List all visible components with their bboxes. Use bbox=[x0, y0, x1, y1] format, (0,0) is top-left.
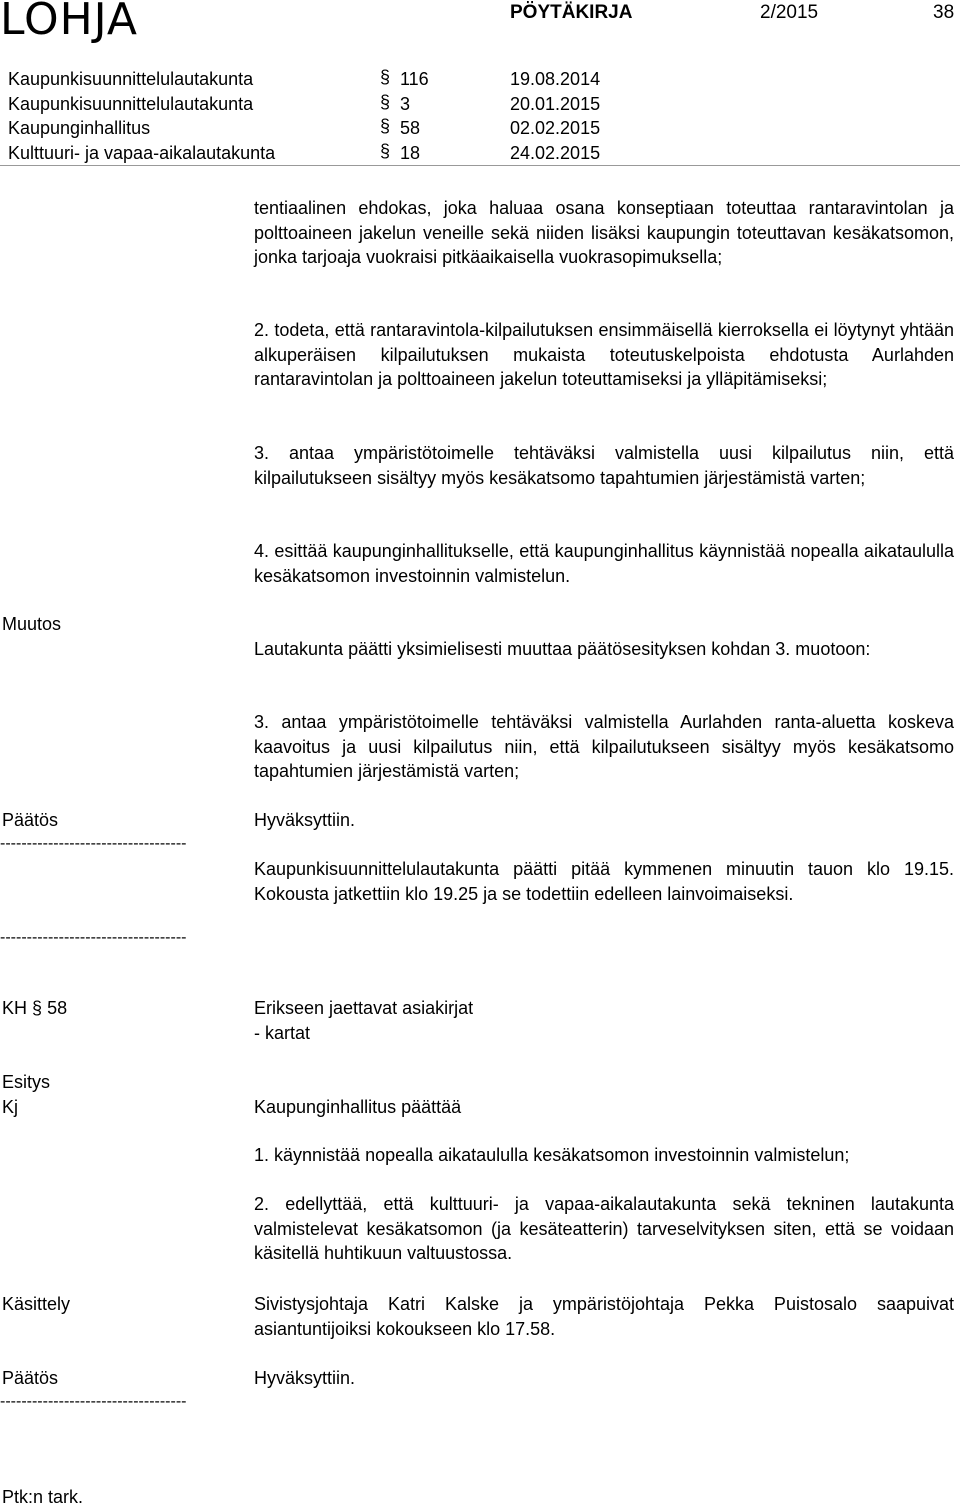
kj-label: Kj bbox=[2, 1097, 19, 1117]
paatos-label: Päätös bbox=[2, 1368, 59, 1388]
kh-item-1: 1. käynnistää nopealla aikataululla kesäkatsomon investoinnin valmistelun; bbox=[254, 1145, 850, 1165]
kh-subtitle: - kartat bbox=[254, 1023, 311, 1043]
meeting-section: 58 bbox=[400, 118, 421, 138]
header-divider bbox=[0, 165, 960, 166]
section-symbol: § bbox=[380, 67, 391, 87]
meeting-date: 02.02.2015 bbox=[510, 118, 601, 138]
section-symbol: § bbox=[380, 92, 391, 112]
separator-line: ----------------------------------- bbox=[0, 835, 187, 852]
paatos-label: Päätös bbox=[2, 810, 59, 830]
muutos-label: Muutos bbox=[2, 614, 62, 634]
kasittely-label: Käsittely bbox=[2, 1294, 71, 1314]
muutos-text: Lautakunta päätti yksimielisesti muuttaa päätösesityksen kohdan 3. muotoon: bbox=[254, 639, 871, 659]
kh-title: Erikseen jaettavat asiakirjat bbox=[254, 998, 474, 1018]
muutos-item-3: 3. antaa ympäristötoimelle tehtäväksi valmistella Aurlahden ranta-aluetta koskeva kaavoitus ja uusi kilpailutus niin, että kilpailutukseen sisältyy myös kesäkatsomo tapahtumien järjestämistä varten; bbox=[254, 712, 954, 781]
paragraph-2: 2. todeta, että rantaravintola-kilpailutuksen ensimmäisellä kierroksella ei löytynyt yhtään alkuperäisen kilpailutuksen mukaista toteutuskelpoista ehdotusta Aurlahden rantaravintolan ja polttoaineen jakelun toteuttamiseksi ja ylläpitämiseksi; bbox=[254, 320, 954, 389]
page-number: 38 bbox=[933, 2, 955, 23]
kh-prefix: KH bbox=[2, 998, 28, 1018]
meeting-body: Kaupunkisuunnittelulautakunta bbox=[8, 94, 254, 114]
footer-text: Ptk:n tark. bbox=[2, 1487, 84, 1507]
paragraph-1: tentiaalinen ehdokas, joka haluaa osana konseptiaan toteuttaa rantaravintolan ja polttoaineen jakelun veneille sekä niiden lisäksi kaupungin toteuttavan kesäkatsomon, jonka tarjoaja vuokraisi pitkäaikaisella vuokrasopimuksella; bbox=[254, 198, 954, 267]
section-symbol: § bbox=[32, 998, 43, 1018]
kh-number: 58 bbox=[47, 998, 68, 1018]
kasittely-text: Sivistysjohtaja Katri Kalske ja ympäristöjohtaja Pekka Puistosalo saapuivat asiantuntijoiksi kokoukseen klo 17.58. bbox=[254, 1294, 954, 1339]
meeting-body: Kulttuuri- ja vapaa-aikalautakunta bbox=[8, 143, 276, 163]
paatos-text: Hyväksyttiin. bbox=[254, 1368, 356, 1388]
meeting-section: 3 bbox=[400, 94, 411, 114]
meeting-body: Kaupunkisuunnittelulautakunta bbox=[8, 69, 254, 89]
kh-item-2: 2. edellyttää, että kulttuuri- ja vapaa-aikalautakunta sekä tekninen lautakunta valmistelevat kesäkatsomon (ja kesäteatterin) tarveselvityksen siten, että se voidaan käsitellä huhtikuun valtuustossa. bbox=[254, 1194, 954, 1263]
tauko-text: Kaupunkisuunnittelulautakunta päätti pitää kymmenen minuutin tauon klo 19.15. Kokousta jatkettiin klo 19.25 ja se todettiin edelleen lainvoimaiseksi. bbox=[254, 859, 954, 904]
meeting-body: Kaupunginhallitus bbox=[8, 118, 151, 138]
meeting-date: 19.08.2014 bbox=[510, 69, 601, 89]
meeting-date: 20.01.2015 bbox=[510, 94, 601, 114]
doc-type: PÖYTÄKIRJA bbox=[510, 2, 633, 23]
paragraph-3: 3. antaa ympäristötoimelle tehtäväksi valmistella uusi kilpailutus niin, että kilpailutukseen sisältyy myös kesäkatsomo tapahtumien järjestämistä varten; bbox=[254, 443, 954, 488]
paragraph-4: 4. esittää kaupunginhallitukselle, että kaupunginhallitus käynnistää nopealla aikataululla kesäkatsomon investoinnin valmistelun. bbox=[254, 541, 954, 586]
lohja-logo: LOHJA bbox=[0, 0, 138, 45]
doc-number: 2/2015 bbox=[760, 2, 819, 23]
meeting-section: 18 bbox=[400, 143, 421, 163]
separator-line: ----------------------------------- bbox=[0, 929, 187, 946]
kh-label bbox=[2, 996, 67, 1020]
kj-text: Kaupunginhallitus päättää bbox=[254, 1097, 462, 1117]
separator-line: ----------------------------------- bbox=[0, 1393, 187, 1410]
esitys-label: Esitys bbox=[2, 1072, 51, 1092]
meeting-section: 116 bbox=[400, 69, 429, 89]
section-symbol: § bbox=[380, 141, 391, 161]
paatos-text: Hyväksyttiin. bbox=[254, 810, 356, 830]
section-symbol: § bbox=[380, 116, 391, 136]
meeting-date: 24.02.2015 bbox=[510, 143, 601, 163]
